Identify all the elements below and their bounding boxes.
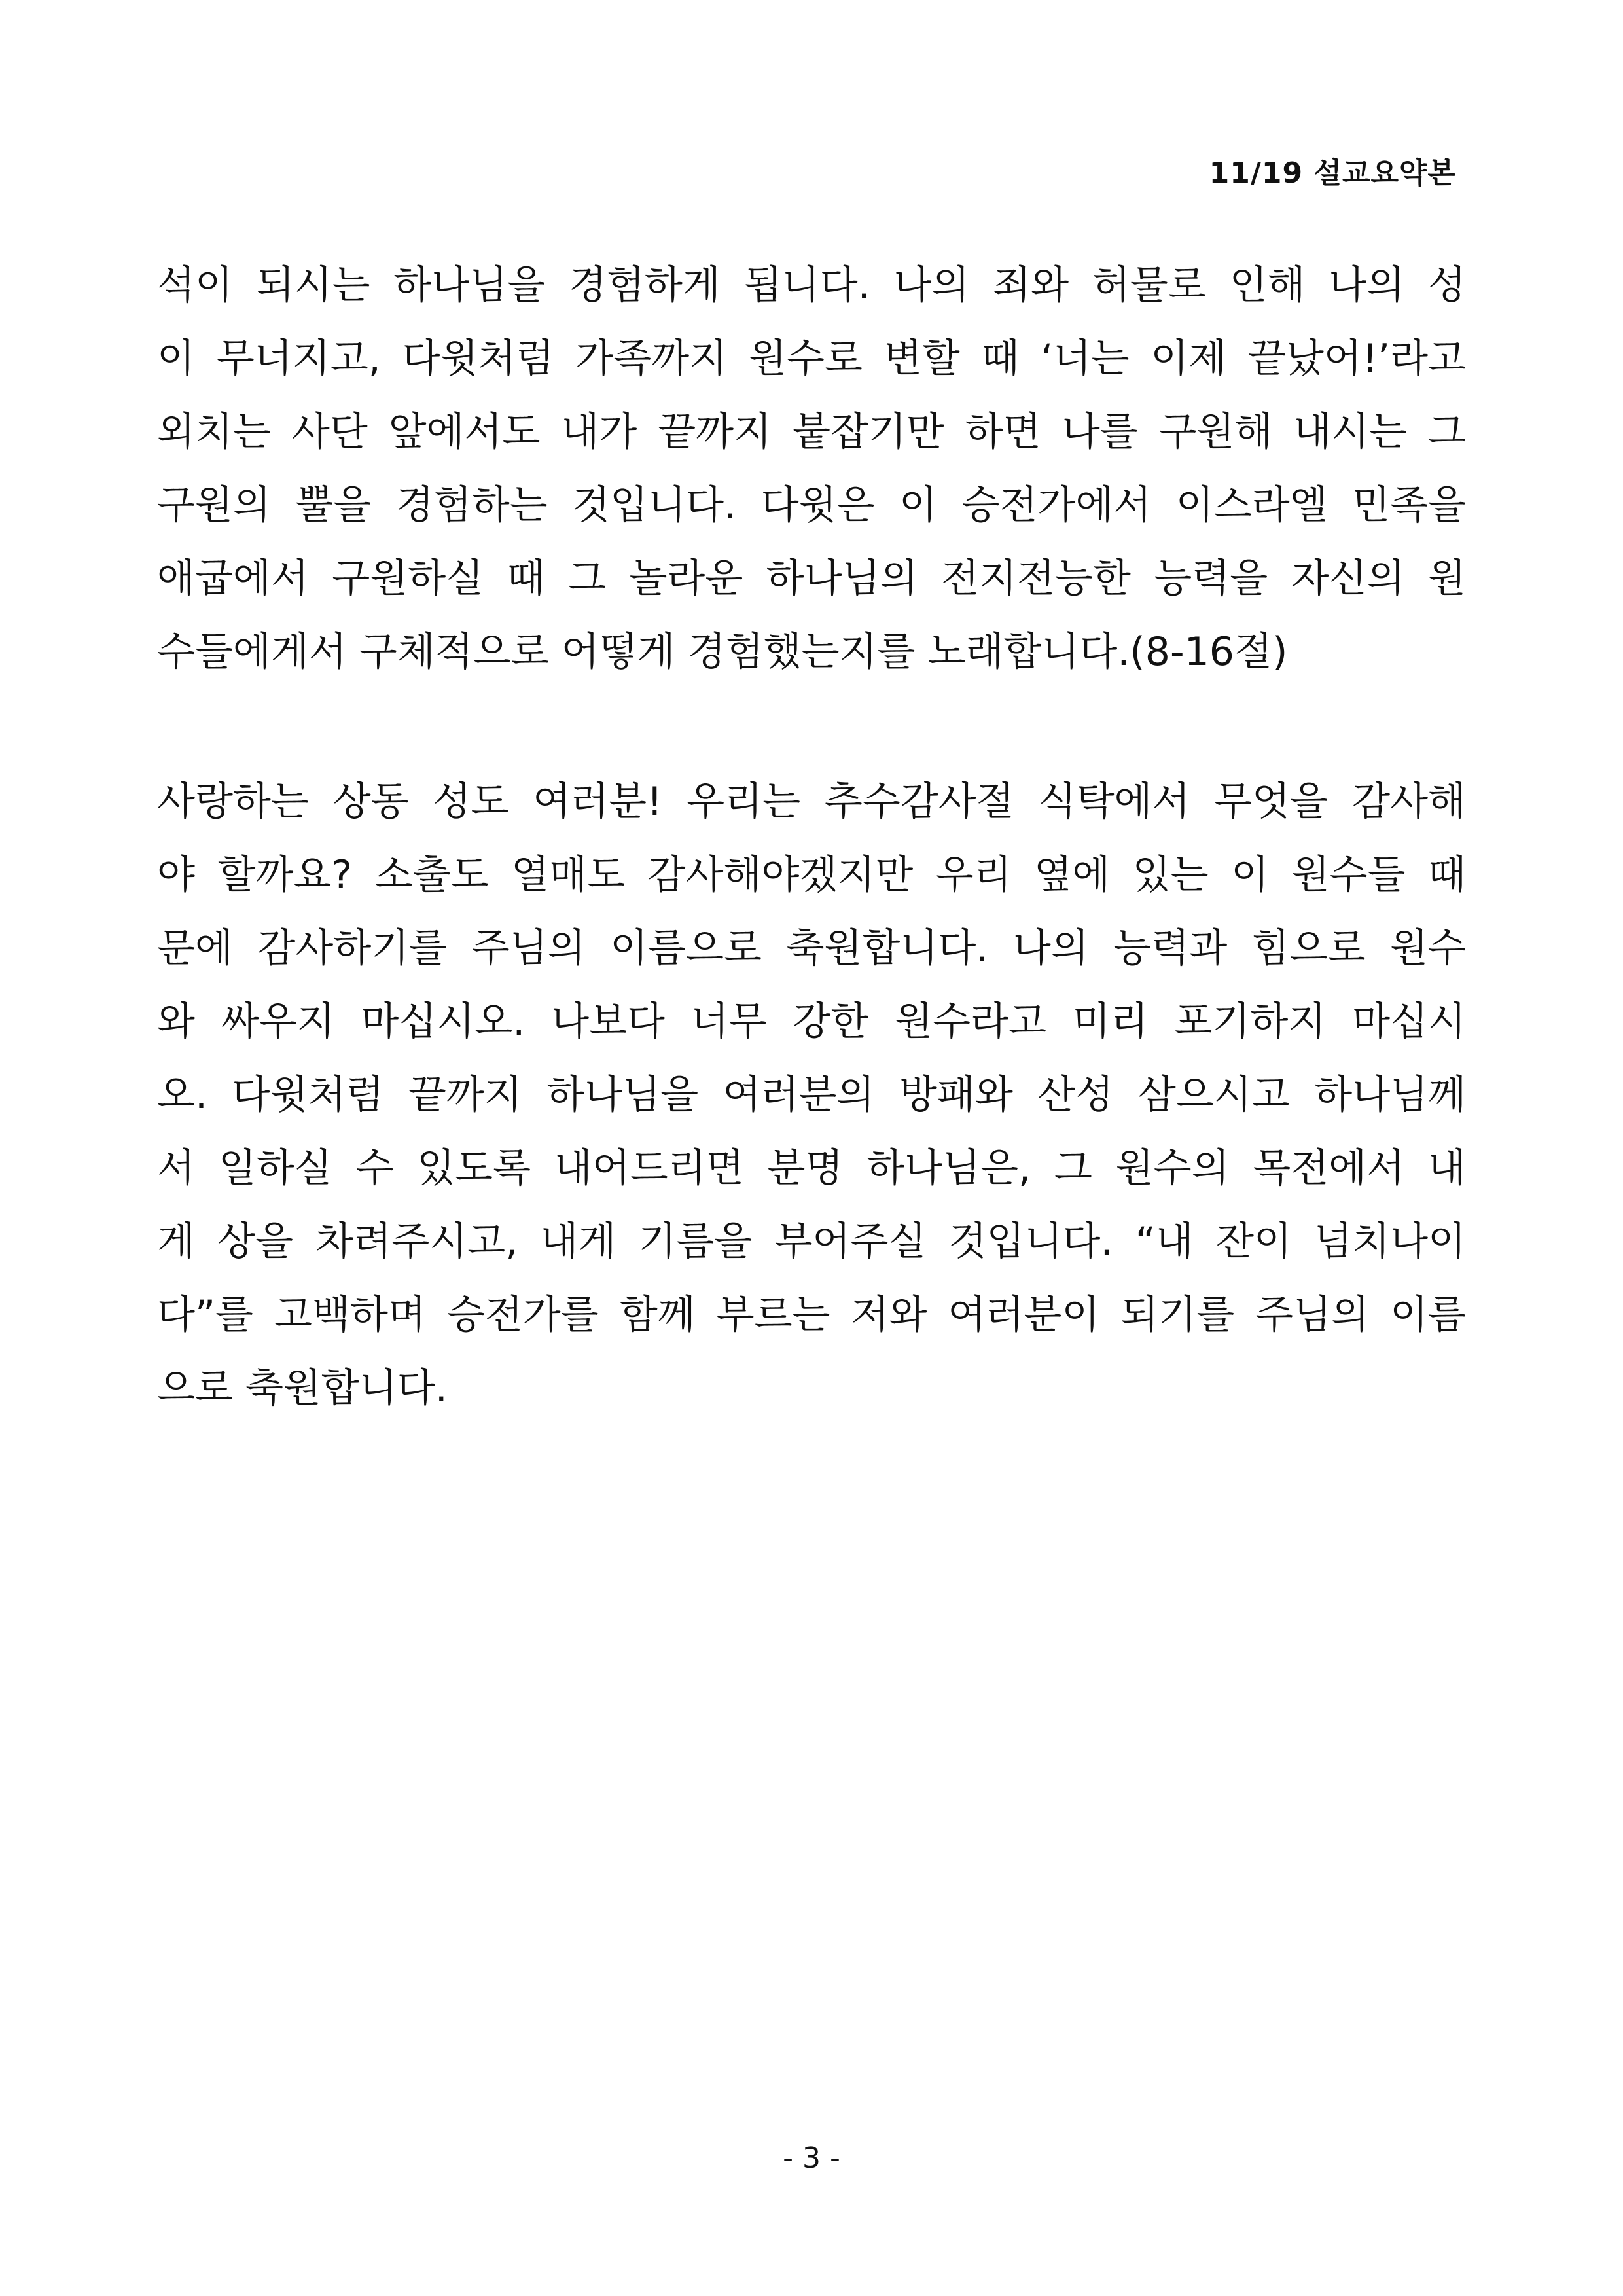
- header-title: 11/19 설교요약본: [1209, 156, 1456, 190]
- text-line: 외치는 사단 앞에서도 내가 끝까지 붙잡기만 하면 나를 구원해 내시는 그: [157, 409, 1466, 455]
- text-line: 수들에게서 구체적으로 어떻게 경험했는지를 노래합니다.(8-16절): [157, 629, 1288, 675]
- text-line: 야 할까요? 소출도 열매도 감사해야겠지만 우리 옆에 있는 이 원수들 때: [157, 852, 1466, 898]
- text-line: 다”를 고백하며 승전가를 함께 부르는 저와 여러분이 되기를 주님의 이름: [157, 1292, 1466, 1338]
- text-line: 애굽에서 구원하실 때 그 놀라운 하나님의 전지전능한 능력을 자신의 원: [157, 556, 1466, 601]
- text-line: 구원의 뿔을 경험하는 것입니다. 다윗은 이 승전가에서 이스라엘 민족을: [157, 482, 1466, 528]
- text-line: 게 상을 차려주시고, 내게 기름을 부어주실 것입니다. “내 잔이 넘치나이: [157, 1219, 1466, 1265]
- text-line: 서 일하실 수 있도록 내어드리면 분명 하나님은, 그 원수의 목전에서 내: [157, 1145, 1466, 1191]
- text-line: 으로 축원합니다.: [157, 1365, 448, 1411]
- text-line: 사랑하는 상동 성도 여러분! 우리는 추수감사절 식탁에서 무엇을 감사해: [157, 779, 1466, 825]
- text-line: 와 싸우지 마십시오. 나보다 너무 강한 원수라고 미리 포기하지 마십시: [157, 999, 1466, 1045]
- sermon-body: [157, 249, 1466, 1501]
- page-number: - 3 -: [783, 2142, 840, 2175]
- paragraph-2: [157, 765, 1466, 1425]
- text-line: 문에 감사하기를 주님의 이름으로 축원합니다. 나의 능력과 힘으로 원수: [157, 925, 1466, 971]
- text-line: 석이 되시는 하나님을 경험하게 됩니다. 나의 죄와 허물로 인해 나의 성: [157, 262, 1466, 308]
- paragraph-1: [157, 249, 1466, 689]
- text-line: 이 무너지고, 다윗처럼 가족까지 원수로 변할 때 ‘너는 이제 끝났어!’라고: [157, 336, 1466, 382]
- text-line: 오. 다윗처럼 끝까지 하나님을 여러분의 방패와 산성 삼으시고 하나님께: [157, 1072, 1466, 1118]
